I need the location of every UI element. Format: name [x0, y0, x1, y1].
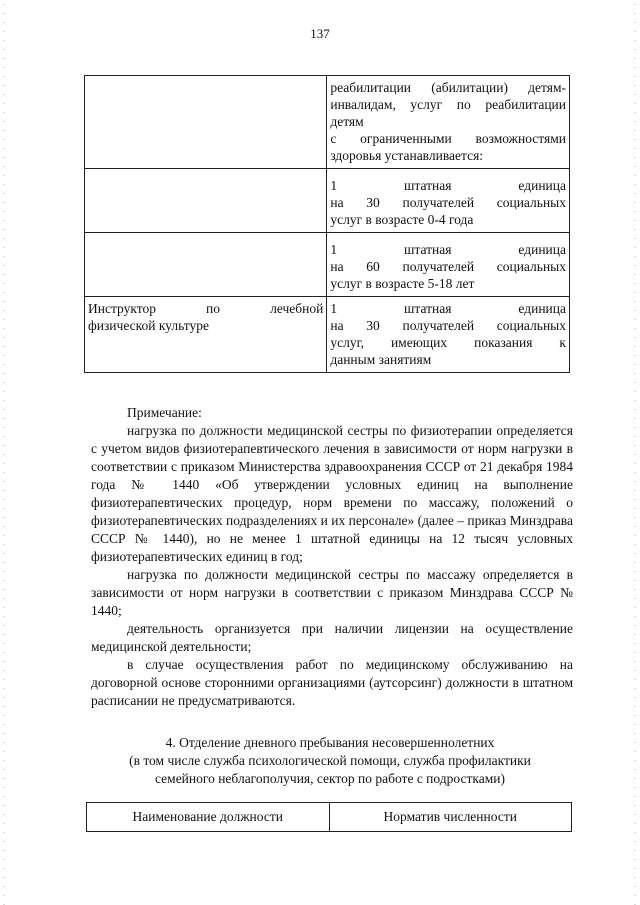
- note-paragraph: нагрузка по должности медицинской сестры по физиотерапии определяется с учетом видов физиотерапевтического лечения в зависимости от норм нагрузки в соответствии с приказом Министерства здравоохранения СССР от 21 декабря 1984 года № 1440 «Об утверждении условных единиц на выполнение физиотерапевтических процедур, норм времени по массажу, положений о физиотерапевтических подразделениях и их персонале» (далее – приказ Минздрава СССР № 1440), но не менее 1 штатной единицы на 12 тысяч условных физиотерапевтических единиц в год;: [91, 423, 573, 564]
- note-paragraph: деятельность организуется при наличии лицензии на осуществление медицинской деятельности;: [91, 621, 573, 654]
- right-edge-scan-marks: [634, 0, 636, 905]
- norm-line: на 30 получателей социальных: [330, 195, 566, 210]
- position-cell: [85, 233, 327, 297]
- norm-cell: [327, 297, 570, 373]
- section-title-line: 4. Отделение дневного пребывания несовершеннолетних: [165, 735, 495, 750]
- norm-cell: [327, 76, 570, 169]
- norm-line: 1 штатная единица: [330, 301, 566, 316]
- norm-line: данным занятиям: [330, 352, 432, 367]
- norm-cell: [327, 233, 570, 297]
- norm-line: с ограниченными возможностями: [330, 131, 566, 146]
- section-header-table: [86, 802, 572, 832]
- position-cell: [85, 169, 327, 233]
- table-row: [85, 297, 570, 373]
- note-block: [91, 404, 573, 710]
- table-row: [85, 76, 570, 169]
- norm-line: 1 штатная единица: [330, 178, 566, 193]
- column-header-position: Наименование должности: [87, 803, 330, 832]
- norm-line: на 30 получателей социальных: [330, 318, 566, 333]
- staff-norms-table: [84, 75, 570, 373]
- norm-cell: [327, 169, 570, 233]
- section-title: [84, 734, 576, 788]
- note-paragraph: в случае осуществления работ по медицинскому обслуживанию на договорной основе сторонними организациями (аутсорсинг) должности в штатном расписании не предусматриваются.: [91, 657, 573, 708]
- position-line: физической культуре: [88, 318, 209, 333]
- norm-line: здоровья устанавливается:: [330, 148, 484, 163]
- norm-line: на 60 получателей социальных: [330, 259, 566, 274]
- norm-line: услуг, имеющих показания к: [330, 335, 566, 350]
- norm-line: 1 штатная единица: [330, 242, 566, 257]
- left-edge-scan-marks: [3, 0, 5, 905]
- norm-line: услуг в возрасте 5-18 лет: [330, 276, 475, 291]
- norm-line: реабилитации (абилитации) детям-: [330, 80, 566, 95]
- section-subtitle-line: (в том числе служба психологической помощи, служба профилактики: [129, 753, 531, 768]
- note-paragraph: нагрузка по должности медицинской сестры по массажу определяется в зависимости от норм нагрузки в соответствии с приказом Минздрава СССР № 1440;: [91, 567, 573, 618]
- table-row: [85, 233, 570, 297]
- page-number: 137: [310, 26, 330, 41]
- table-header-row: [87, 803, 572, 832]
- column-header-norm: Норматив численности: [329, 803, 572, 832]
- position-cell: [85, 297, 327, 373]
- section-subtitle-line: семейного неблагополучия, сектор по работе с подростками): [155, 771, 505, 786]
- norm-line: услуг в возрасте 0-4 года: [330, 212, 474, 227]
- position-cell: [85, 76, 327, 169]
- note-heading: Примечание:: [127, 405, 202, 420]
- norm-line: инвалидам, услуг по реабилитации: [330, 97, 566, 112]
- table-row: [85, 169, 570, 233]
- norm-line: детям: [330, 114, 364, 129]
- position-line: Инструктор по лечебной: [88, 301, 324, 316]
